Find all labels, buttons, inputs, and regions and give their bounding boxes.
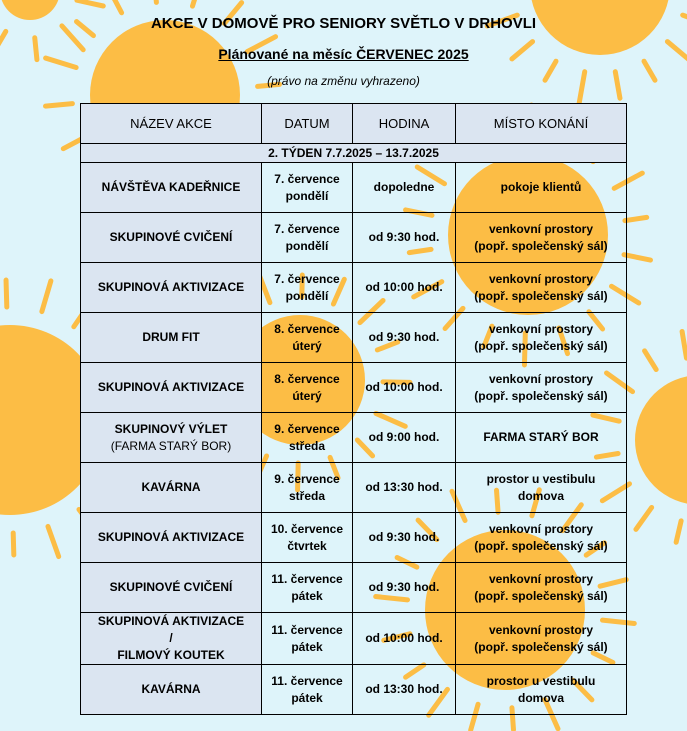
event-place: venkovní prostory: [488, 371, 594, 386]
event-time-cell: [353, 363, 456, 413]
event-place-note: domova: [517, 690, 564, 705]
event-date-cell: [262, 163, 353, 213]
event-day: pátek: [291, 639, 323, 654]
table-row: [81, 213, 627, 263]
event-place: FARMA STARÝ BOR: [483, 430, 599, 444]
event-time-cell: [353, 163, 456, 213]
event-time: od 9:30 hod.: [368, 330, 440, 344]
event-name: SKUPINOVÁ AKTIVIZACE: [97, 380, 245, 394]
sun-ray: [682, 331, 686, 358]
event-place-note: (popř. společenský sál): [474, 639, 608, 654]
event-day: úterý: [292, 338, 322, 353]
event-time: od 10:00 hod.: [365, 631, 443, 645]
subtitle-text: Plánované na měsíc ČERVENEC 2025: [218, 46, 469, 62]
event-place-cell: [456, 413, 627, 463]
event-date: 7. července: [274, 271, 340, 286]
event-name-cell: [81, 665, 262, 715]
event-name-note: (FARMA STARÝ BOR): [110, 438, 232, 453]
event-time-cell: [353, 463, 456, 513]
event-place: prostor u vestibulu: [486, 471, 596, 486]
event-day: pondělí: [285, 238, 329, 253]
sun-ray: [42, 281, 51, 312]
event-date-cell: [262, 665, 353, 715]
event-name: SKUPINOVÁ AKTIVIZACE: [97, 614, 245, 628]
event-name-cell: [81, 213, 262, 263]
event-date-cell: [262, 463, 353, 513]
table-row: [81, 463, 627, 513]
event-place-note: (popř. společenský sál): [474, 588, 608, 603]
event-place: prostor u vestibulu: [486, 673, 596, 688]
event-day: čtvrtek: [287, 538, 327, 553]
event-date-cell: [262, 413, 353, 463]
event-place-note: (popř. společenský sál): [474, 238, 608, 253]
sun-ray: [624, 255, 650, 260]
event-time-cell: [353, 513, 456, 563]
event-time-cell: [353, 413, 456, 463]
event-name-cell: [81, 163, 262, 213]
event-place-note: (popř. společenský sál): [474, 338, 608, 353]
event-name: DRUM FIT: [142, 330, 200, 344]
event-place-cell: [456, 563, 627, 613]
event-date: 11. července: [271, 622, 343, 637]
event-time: od 13:30 hod.: [365, 480, 443, 494]
event-time: od 13:30 hod.: [365, 682, 443, 696]
event-name: SKUPINOVÁ AKTIVIZACE: [97, 280, 245, 294]
event-name-cell: [81, 463, 262, 513]
event-time-cell: [353, 213, 456, 263]
event-time-cell: [353, 665, 456, 715]
events-table: [80, 103, 627, 715]
event-name-cell: [81, 613, 262, 665]
event-name-cell: [81, 263, 262, 313]
event-time-cell: [353, 563, 456, 613]
event-date-cell: [262, 513, 353, 563]
event-place: venkovní prostory: [488, 321, 594, 336]
table-row: [81, 613, 627, 665]
event-day: středa: [288, 438, 326, 453]
sun-ray: [192, 0, 199, 6]
event-name-cell: [81, 563, 262, 613]
event-date: 9. července: [274, 471, 340, 486]
event-time: od 10:00 hod.: [365, 280, 443, 294]
event-place-cell: [456, 463, 627, 513]
column-header-time: HODINA: [353, 104, 456, 144]
table-row: [81, 313, 627, 363]
event-place-cell: [456, 163, 627, 213]
sun-ray: [109, 0, 122, 13]
table-header-row: [81, 104, 627, 144]
event-place: pokoje klientů: [500, 180, 582, 194]
week-label: 2. TÝDEN 7.7.2025 – 13.7.2025: [81, 144, 627, 163]
event-day: středa: [288, 488, 326, 503]
event-name: KAVÁRNA: [141, 480, 201, 494]
event-day: úterý: [292, 388, 322, 403]
event-name: KAVÁRNA: [141, 682, 201, 696]
event-day: pátek: [291, 690, 323, 705]
event-place-note: (popř. společenský sál): [474, 388, 608, 403]
event-name-cell: [81, 513, 262, 563]
column-header-date: DATUM: [262, 104, 353, 144]
event-name: SKUPINOVÝ VÝLET: [114, 421, 228, 436]
event-place-cell: [456, 513, 627, 563]
table-row: [81, 263, 627, 313]
event-place: venkovní prostory: [488, 271, 594, 286]
sun-ray: [153, 0, 156, 2]
event-place-cell: [456, 263, 627, 313]
event-place-cell: [456, 665, 627, 715]
sun-ray: [13, 533, 14, 555]
sun-ray: [48, 526, 59, 556]
event-date: 8. července: [274, 371, 340, 386]
event-name: SKUPINOVÁ AKTIVIZACE: [97, 530, 245, 544]
event-time: od 9:30 hod.: [368, 530, 440, 544]
event-time-cell: [353, 263, 456, 313]
event-day: pondělí: [285, 288, 329, 303]
event-date: 11. července: [271, 673, 343, 688]
sun-ray: [625, 217, 647, 220]
event-time: od 10:00 hod.: [365, 380, 443, 394]
event-place: venkovní prostory: [488, 221, 594, 236]
event-time: dopoledne: [373, 180, 435, 194]
page-title: AKCE V DOMOVĚ PRO SENIORY SVĚTLO V DRHOVLI: [150, 15, 537, 32]
event-place: venkovní prostory: [488, 521, 594, 536]
event-date: 7. července: [274, 171, 340, 186]
event-date-cell: [262, 313, 353, 363]
table-row: [81, 163, 627, 213]
event-name-cell: [81, 363, 262, 413]
event-name-second: FILMOVÝ KOUTEK: [117, 648, 225, 662]
event-name-separator: /: [169, 631, 173, 645]
event-place-note: (popř. společenský sál): [474, 538, 608, 553]
sun-icon: [635, 375, 687, 505]
event-time: od 9:30 hod.: [368, 230, 440, 244]
event-date: 11. července: [271, 571, 343, 586]
table-row: [81, 413, 627, 463]
event-date: 7. července: [274, 221, 340, 236]
disclaimer-note: (právo na změnu vyhrazeno): [267, 74, 420, 88]
event-date: 8. července: [274, 321, 340, 336]
event-place-note: (popř. společenský sál): [474, 288, 608, 303]
event-date-cell: [262, 363, 353, 413]
sun-ray: [676, 521, 681, 542]
week-row: [81, 144, 627, 163]
page-subtitle: [0, 46, 687, 62]
sun-ray: [6, 280, 7, 307]
table-row: [81, 513, 627, 563]
table-row: [81, 665, 627, 715]
event-time-cell: [353, 313, 456, 363]
event-date-cell: [262, 263, 353, 313]
event-time: od 9:00 hod.: [368, 430, 440, 444]
event-date: 10. července: [270, 521, 344, 536]
event-day: pondělí: [285, 188, 329, 203]
sun-ray: [77, 0, 103, 6]
event-name: NÁVŠTĚVA KADEŘNICE: [101, 180, 241, 194]
event-place: venkovní prostory: [488, 571, 594, 586]
table-row: [81, 363, 627, 413]
event-date: 9. července: [274, 421, 340, 436]
event-date-cell: [262, 563, 353, 613]
event-place-note: domova: [517, 488, 564, 503]
event-name: SKUPINOVÉ CVIČENÍ: [109, 230, 233, 244]
event-date-cell: [262, 213, 353, 263]
event-time-cell: [353, 613, 456, 665]
sun-ray: [645, 351, 657, 370]
event-place-cell: [456, 613, 627, 665]
sun-ray: [636, 507, 652, 529]
event-day: pátek: [291, 588, 323, 603]
event-name: SKUPINOVÉ CVIČENÍ: [109, 580, 233, 594]
event-name-cell: [81, 313, 262, 363]
event-place-cell: [456, 313, 627, 363]
event-name-cell: [81, 413, 262, 463]
event-time: od 9:30 hod.: [368, 580, 440, 594]
column-header-name: NÁZEV AKCE: [81, 104, 262, 144]
table-row: [81, 563, 627, 613]
event-date-cell: [262, 613, 353, 665]
sun-ray: [46, 104, 73, 106]
event-place-cell: [456, 213, 627, 263]
event-place: venkovní prostory: [488, 622, 594, 637]
column-header-place: MÍSTO KONÁNÍ: [456, 104, 627, 144]
event-place-cell: [456, 363, 627, 413]
